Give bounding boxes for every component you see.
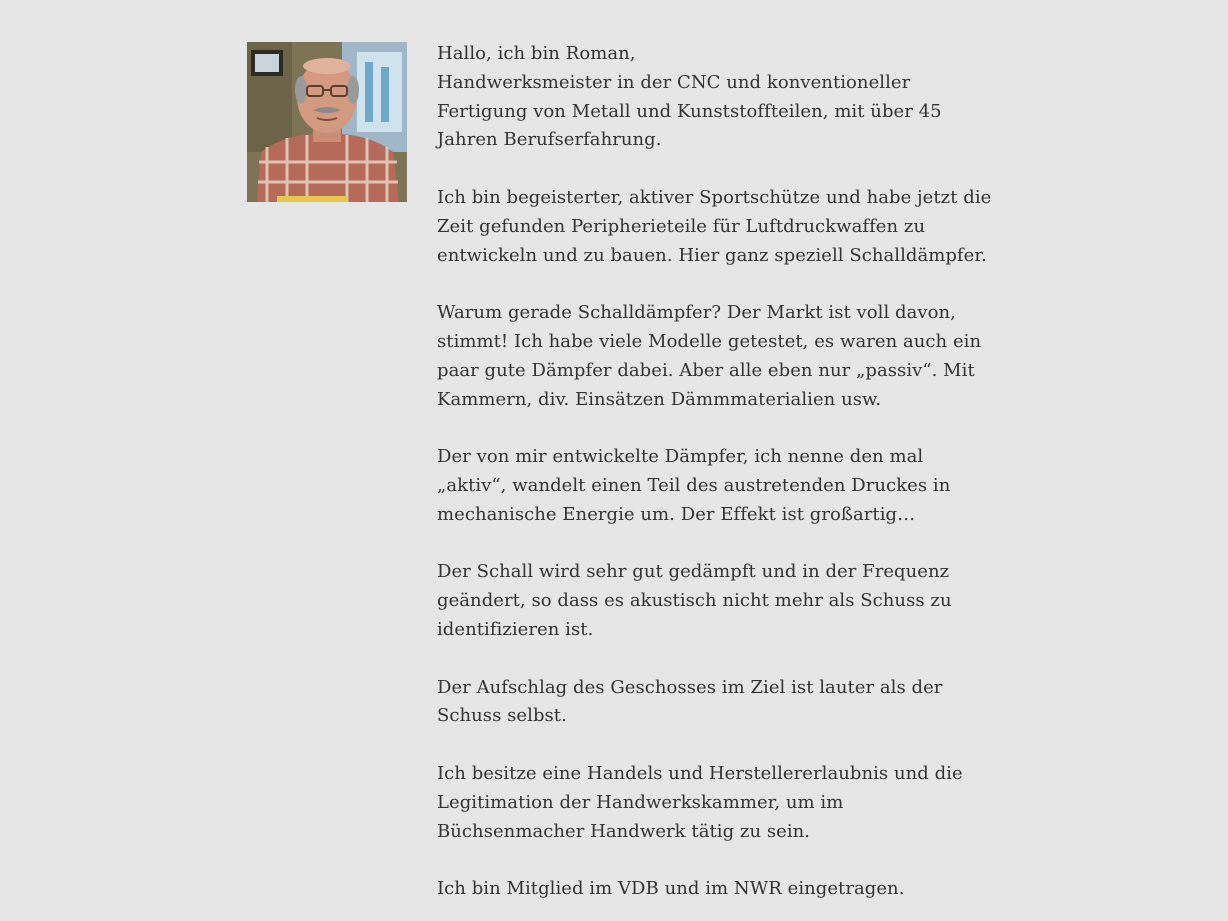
active-damper-paragraph: Der von mir entwickelte Dämpfer, ich nenne den mal „aktiv“, wandelt einen Teil des austretenden Druckes in mechanische Energie um. Der Effekt ist großartig… [437,446,951,525]
about-text [437,40,997,921]
hobby-paragraph: Ich bin begeisterter, aktiver Sportschütze und habe jetzt die Zeit gefunden Peripherieteile für Luftdruckwaffen zu entwickeln und zu bauen. Hier ganz speziell Schalldämpfer. [437,186,992,266]
license-paragraph: Ich besitze eine Handels und Herstellererlaubnis und die Legitimation der Handwerkskammer, um im Büchsenmacher Handwerk tätig zu sein. [437,762,963,842]
portrait-photo-icon [247,42,407,202]
impact-paragraph: Der Aufschlag des Geschosses im Ziel ist lauter als der Schuss selbst. [437,676,943,727]
intro-paragraph: Hallo, ich bin Roman, Handwerksmeister in der CNC und konventioneller Fertigung von Metall und Kunststoffteilen, mit über 45 Jahren Berufserfahrung. [437,43,942,151]
why-paragraph: Warum gerade Schalldämpfer? Der Markt ist voll davon, stimmt! Ich habe viele Modelle getestet, es waren auch ein paar gute Dämpfer dabei. Aber alle eben nur „passiv“. Mit Kammern, div. Einsätzen Dämmmaterialien usw. [437,302,982,410]
sound-paragraph: Der Schall wird sehr gut gedämpft und in der Frequenz geändert, so dass es akustisch nicht mehr als Schuss zu identifizieren ist. [437,561,952,640]
author-photo [247,42,407,202]
membership-paragraph: Ich bin Mitglied im VDB und im NWR eingetragen. [437,878,905,900]
